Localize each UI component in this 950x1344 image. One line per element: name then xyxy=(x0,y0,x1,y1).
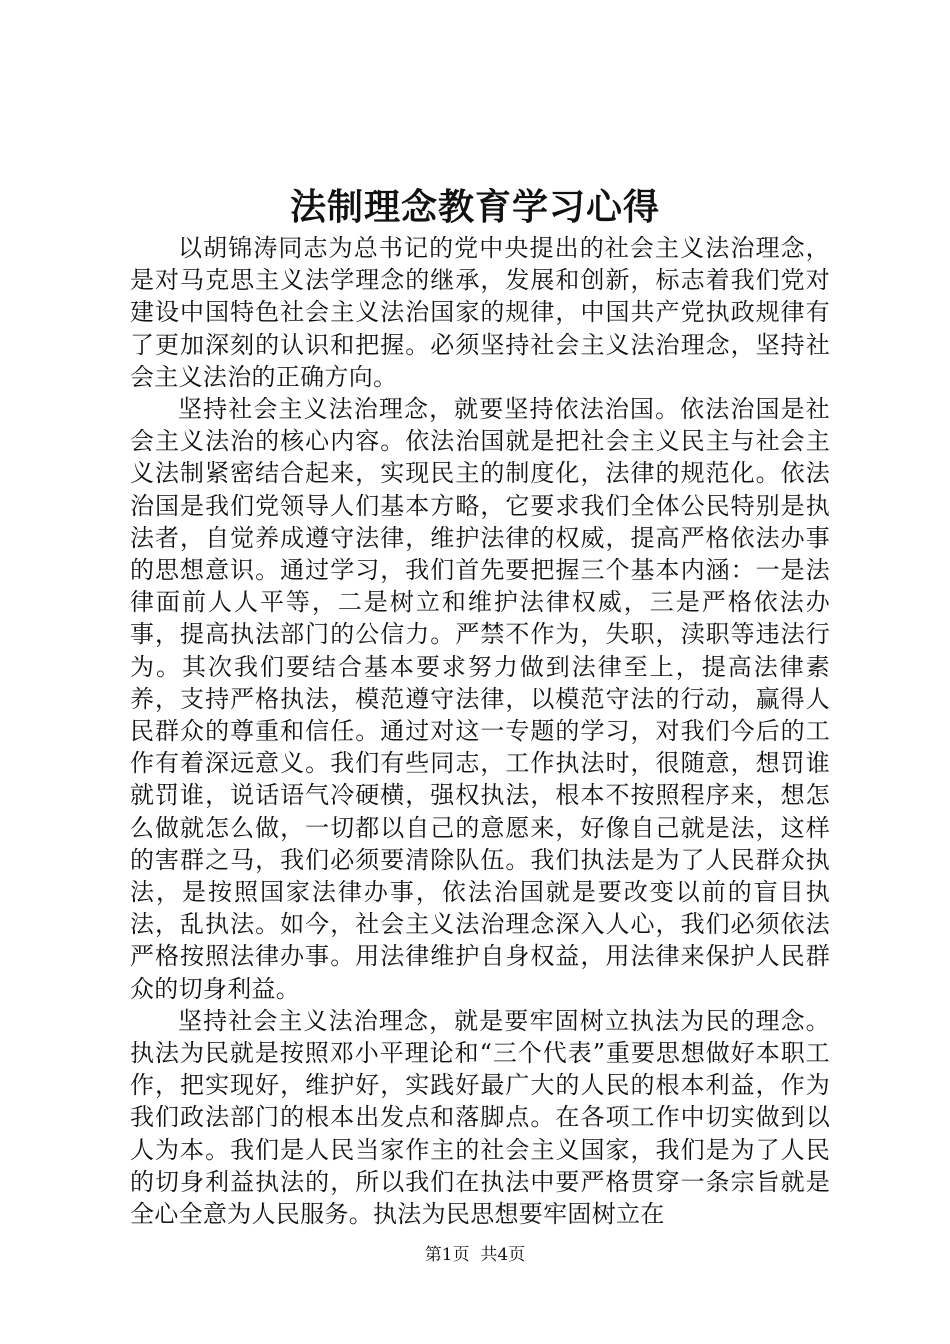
paragraph: 坚持社会主义法治理念，就要坚持依法治国。依法治国是社会主义法治的核心内容。依法治国就是把社会主义民主与社会主义法制紧密结合起来，实现民主的制度化，法律的规范化。依法治国是我们党领导人们基本方略，它要求我们全体公民特别是执法者，自觉养成遵守法律，维护法律的权威，提高严格依法办事的思想意识。通过学习，我们首先要把握三个基本内涵：一是法律面前人人平等，二是树立和维护法律权威，三是严格依法办事，提高执法部门的公信力。严禁不作为，失职，渎职等违法行为。其次我们要结合基本要求努力做到法律至上，提高法律素养，支持严格执法，模范遵守法律，以模范守法的行动，赢得人民群众的尊重和信任。通过对这一专题的学习，对我们今后的工作有着深远意义。我们有些同志，工作执法时，很随意，想罚谁就罚谁，说话语气冷硬横，强权执法，根本不按照程序来，想怎么做就怎么做，一切都以自己的意愿来，好像自己就是法，这样的害群之马，我们必须要清除队伍。我们执法是为了人民群众执法，是按照国家法律办事，依法治国就是要改变以前的盲目执法，乱执法。如今，社会主义法治理念深入人心，我们必须依法严格按照法律办事。用法律维护自身权益，用法律来保护人民群众的切身利益。 xyxy=(130,395,830,1003)
paragraph: 以胡锦涛同志为总书记的党中央提出的社会主义法治理念，是对马克思主义法学理念的继承，发展和创新，标志着我们党对建设中国特色社会主义法治国家的规律，中国共产党执政规律有了更加深刻的认识和把握。必须坚持社会主义法治理念，坚持社会主义法治的正确方向。 xyxy=(130,234,830,391)
page-footer xyxy=(0,1243,950,1267)
page-total: 共4页 xyxy=(480,1245,526,1265)
page-number: 第1页 xyxy=(424,1245,470,1265)
document-title: 法制理念教育学习心得 xyxy=(289,187,660,228)
paragraph: 坚持社会主义法治理念，就是要牢固树立执法为民的理念。执法为民就是按照邓小平理论和“三个代表”重要思想做好本职工作，把实现好，维护好，实践好最广大的人民的根本利益，作为我们政法部门的根本出发点和落脚点。在各项工作中切实做到以人为本。我们是人民当家作主的社会主义国家，我们是为了人民的切身利益执法的，所以我们在执法中要严格贯穿一条宗旨就是全心全意为人民服务。执法为民思想要牢固树立在 xyxy=(130,1006,830,1229)
document-body xyxy=(130,232,830,1230)
